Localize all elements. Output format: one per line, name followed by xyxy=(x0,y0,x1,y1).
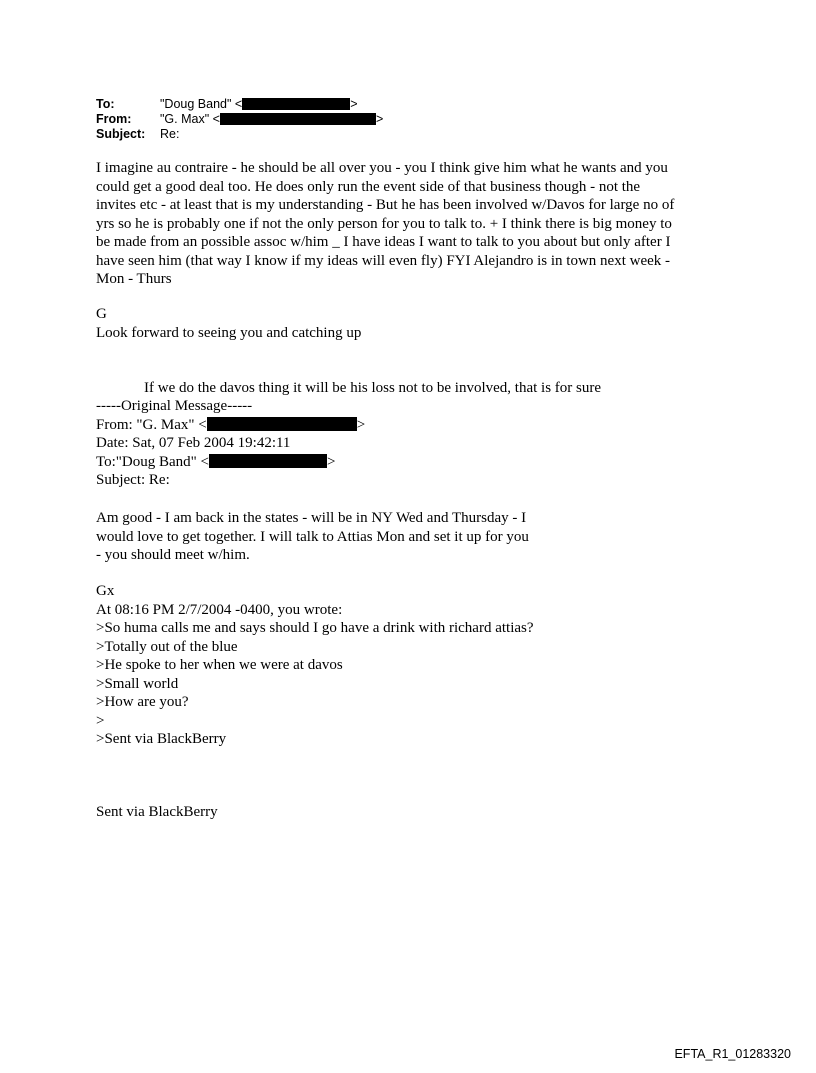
redaction-box xyxy=(209,454,327,468)
subject-value: Re: xyxy=(160,127,180,141)
original-line: - you should meet w/him. xyxy=(96,547,250,563)
quoted-block xyxy=(96,582,534,749)
body-line: yrs so he is probably one if not the only person for you to talk to. + I think there is big money to xyxy=(96,215,672,232)
from-label: From: xyxy=(96,112,132,126)
quoted-line: >Sent via BlackBerry xyxy=(96,731,227,747)
signature: Sent via BlackBerry xyxy=(96,804,218,820)
quoted-line: >How are you? xyxy=(96,694,189,710)
to-name: "Doug Band" < xyxy=(160,97,243,111)
from-tail: > xyxy=(375,112,384,126)
original-line: Am good - I am back in the states - will be in NY Wed and Thursday - I xyxy=(96,510,527,526)
original-to-tail: > xyxy=(326,453,336,470)
quoted-line: >He spoke to her when we were at davos xyxy=(96,657,343,673)
original-line: would love to get together. I will talk to Attias Mon and set it up for you xyxy=(96,528,529,545)
original-from xyxy=(96,416,365,435)
quoted-line: >Totally out of the blue xyxy=(96,638,238,655)
original-from-tail: > xyxy=(356,416,366,433)
quoted-line: >Small world xyxy=(96,675,179,692)
body-paragraph xyxy=(96,159,674,289)
quoted-line: >So huma calls me and says should I go have a drink with richard attias? xyxy=(96,620,534,636)
redaction-box xyxy=(207,417,357,431)
original-separator: -----Original Message----- xyxy=(96,398,253,414)
original-message xyxy=(96,397,365,490)
to-value xyxy=(160,97,358,111)
body-line: be made from an possible assoc w/him _ I have ideas I want to talk to you about but only after I xyxy=(96,234,671,250)
original-from-text: From: "G. Max" < xyxy=(96,416,207,433)
body-line: could get a good deal too. He does only run the event side of that business though - not the xyxy=(96,178,641,195)
original-subject: Subject: Re: xyxy=(96,472,170,488)
body-line: have seen him (that way I know if my ideas will even fly) FYI Alejandro is in town next week - xyxy=(96,252,671,269)
from-name: "G. Max" < xyxy=(160,112,220,126)
body-line: I imagine au contraire - he should be all over you - you I think give him what he wants and you xyxy=(96,160,668,176)
subject-label: Subject: xyxy=(96,127,146,141)
body-line: invites etc - at least that is my understanding - But he has been involved w/Davos for large no of xyxy=(96,197,675,213)
to-tail: > xyxy=(350,97,358,111)
to-label: To: xyxy=(96,97,115,111)
quoted-line: > xyxy=(96,712,105,729)
quote-intro: At 08:16 PM 2/7/2004 -0400, you wrote: xyxy=(96,601,343,618)
redaction-box xyxy=(242,98,350,110)
body-line: Mon - Thurs xyxy=(96,271,172,287)
original-to xyxy=(96,453,365,472)
sign-off-g: G xyxy=(96,306,107,322)
sign-off-gx: Gx xyxy=(96,583,115,599)
look-forward-line: Look forward to seeing you and catching up xyxy=(96,325,362,341)
document-id: EFTA_R1_01283320 xyxy=(674,1047,791,1061)
davos-line: If we do the davos thing it will be his loss not to be involved, that is for sure xyxy=(144,380,602,396)
original-date: Date: Sat, 07 Feb 2004 19:42:11 xyxy=(96,435,291,451)
original-paragraph xyxy=(96,509,529,565)
original-to-text: To:"Doug Band" < xyxy=(96,453,209,470)
from-value xyxy=(160,112,383,126)
redaction-box xyxy=(220,113,376,125)
